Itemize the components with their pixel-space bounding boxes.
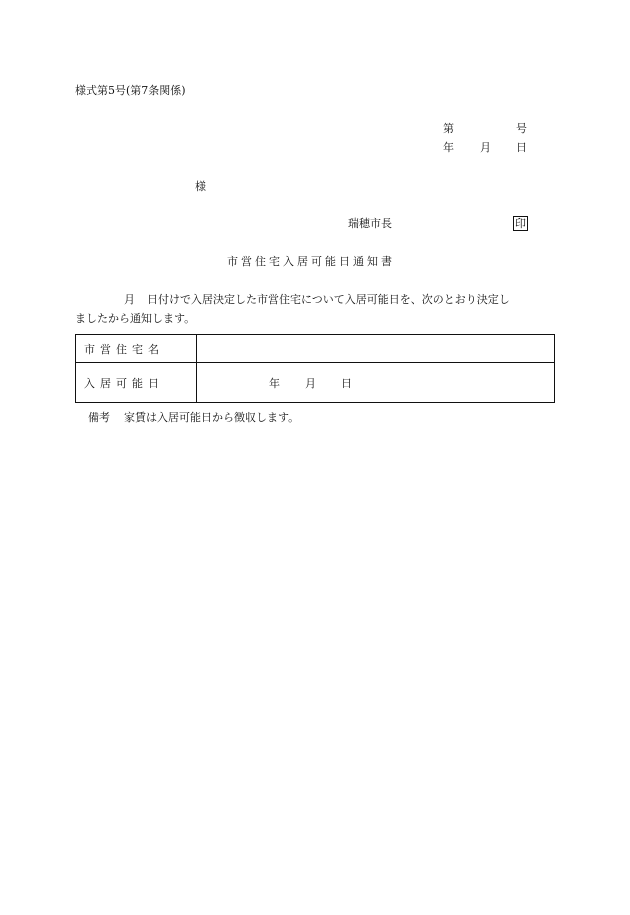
issuer-name: 瑞穂市長 bbox=[348, 217, 392, 230]
move-in-year-label: 年 bbox=[269, 377, 280, 390]
move-in-date-label: 入居可能日 bbox=[76, 363, 197, 403]
table-row-housing-name bbox=[76, 335, 555, 363]
body-line-2: ましたから通知します。 bbox=[75, 312, 196, 325]
seal-box: 印 bbox=[515, 217, 526, 230]
date-day-label: 日 bbox=[516, 141, 527, 154]
date-year-label: 年 bbox=[443, 141, 454, 154]
body-month-label: 月 bbox=[124, 293, 135, 306]
seal-mark bbox=[513, 216, 528, 231]
move-in-day-label: 日 bbox=[341, 377, 352, 390]
body-line-1: 日付けで入居決定した市営住宅について入居可能日を、次のとおり決定し bbox=[147, 293, 510, 306]
recipient-suffix: 様 bbox=[195, 180, 206, 193]
move-in-month-label: 月 bbox=[305, 377, 316, 390]
table-row-move-in-date bbox=[76, 363, 555, 403]
move-in-date-value bbox=[197, 363, 555, 403]
form-number: 様式第5号(第7条関係) bbox=[75, 84, 186, 97]
date-month-label: 月 bbox=[480, 141, 491, 154]
housing-name-value bbox=[197, 335, 555, 363]
document-number-suffix: 号 bbox=[516, 122, 527, 135]
remarks-text: 家賃は入居可能日から徴収します。 bbox=[124, 411, 300, 424]
housing-name-label: 市営住宅名 bbox=[76, 335, 197, 363]
remarks-label: 備考 bbox=[88, 411, 110, 424]
document-title: 市営住宅入居可能日通知書 bbox=[227, 255, 395, 268]
housing-info-table bbox=[75, 334, 555, 403]
document-number-prefix: 第 bbox=[443, 122, 454, 135]
